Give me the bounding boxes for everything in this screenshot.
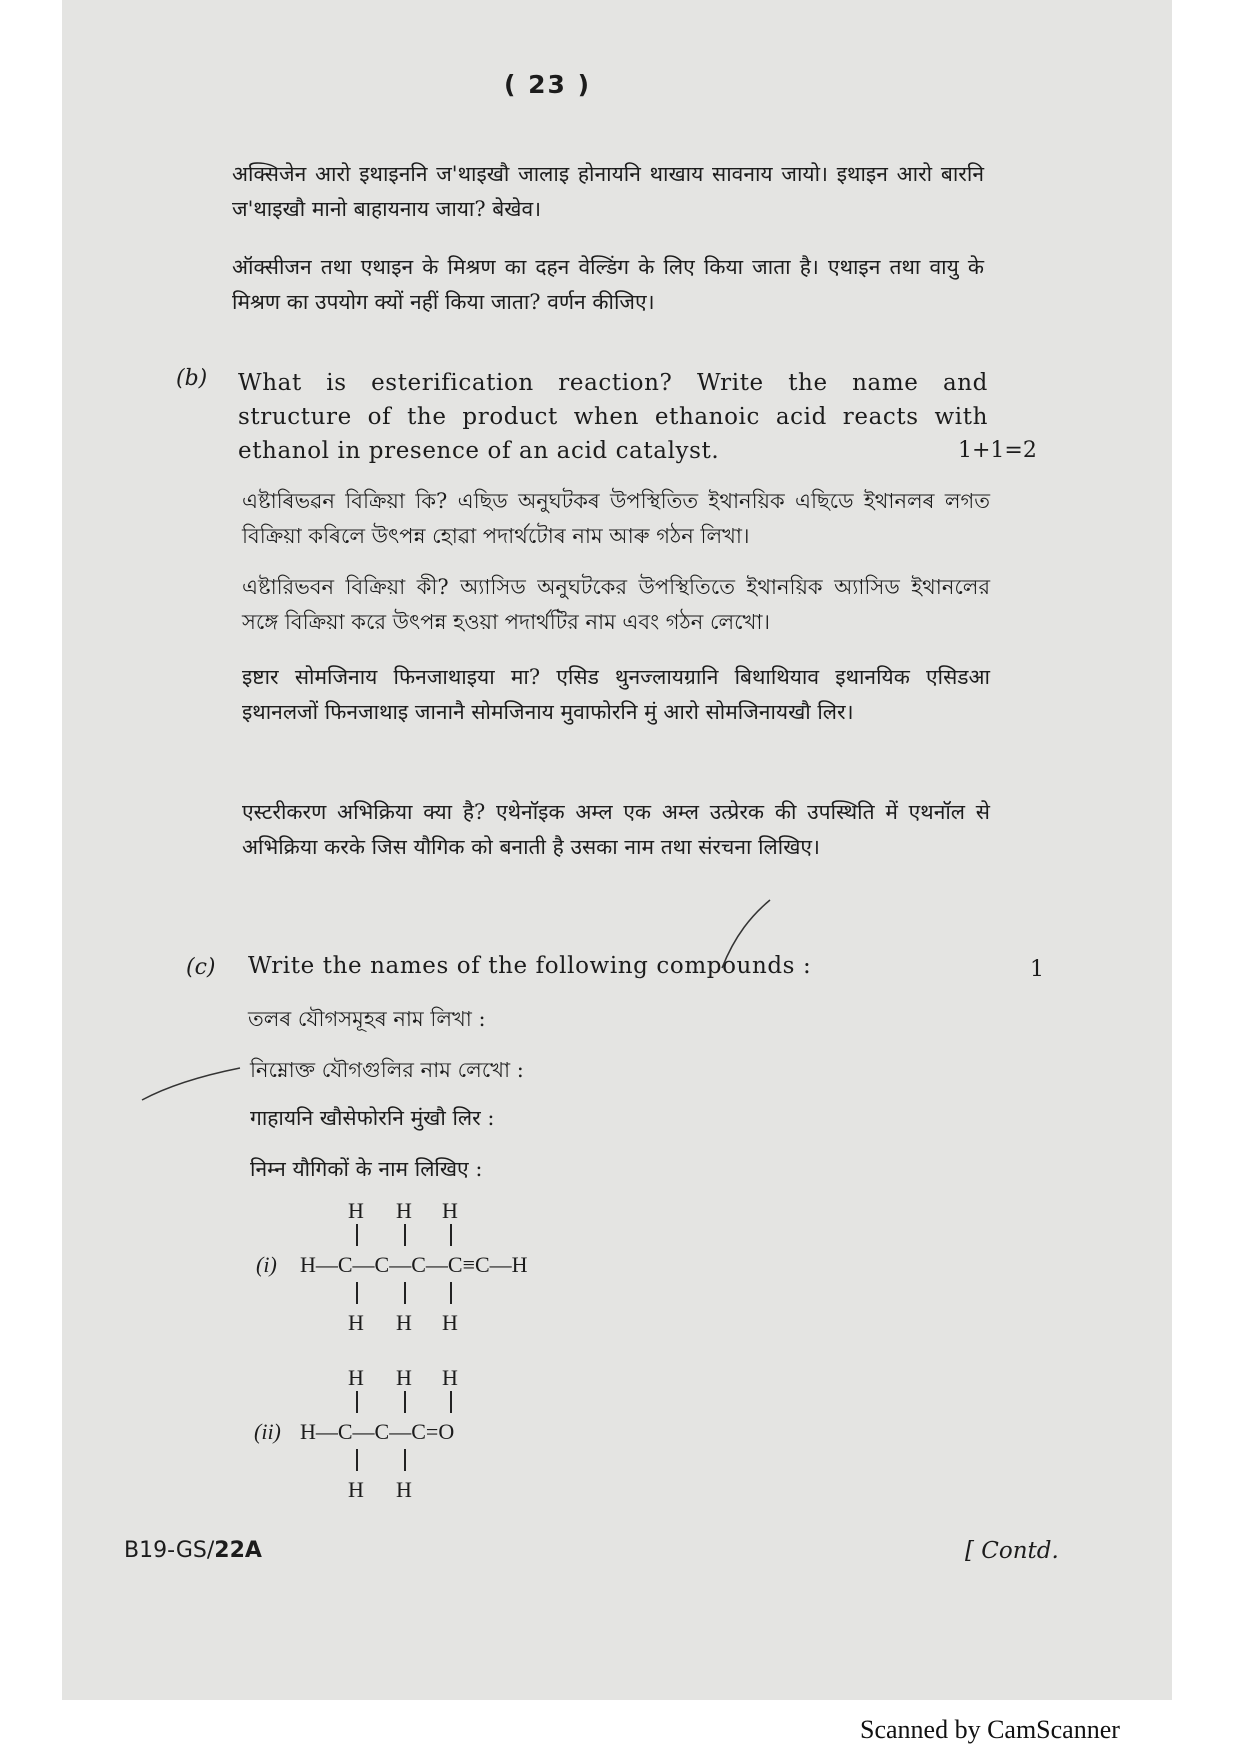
contd-note: [ Contd. [965,1538,1059,1564]
atom-h: H [348,1365,364,1390]
atom-h: H [442,1310,458,1335]
atom-h: H [442,1198,458,1223]
atom-h: H [348,1477,364,1502]
compound-i-label: (i) [256,1252,277,1277]
atom-h: H [442,1365,458,1390]
question-c-assamese: তলৰ যৌগসমূহৰ নাম লিখা : [248,1007,486,1031]
question-b-label: (b) [176,366,208,391]
atom-h: H [348,1198,364,1223]
question-b-assamese: এষ্টাৰিভৱন বিক্ৰিয়া কি? এছিড অনুঘটকৰ উপস্থিতিত ইথানয়িক এছিডে ইথানলৰ লগত বিক্ৰিয়া কৰিলে উৎপন্ন হোৱা পদাৰ্থটোৰ নাম আৰু গঠন লিখা। [242,489,990,548]
atom-h: H [396,1477,412,1502]
question-c-marks: 1 [1030,957,1044,982]
question-b-bodo: इष्टार सोमजिनाय फिनजाथाइया मा? एसिड थुनज्लायग्रानि बिथाथियाव इथानयिक एसिडआ इथानलजों फिनजाथाइ जानानै सोमजिनाय मुवाफोरनि मुं आरो सोमजिनायखौ लिर। [242,665,990,724]
paper-code: B19-GS/22A [124,1538,262,1563]
compound-ii-label: (ii) [254,1419,281,1444]
atom-h: H [396,1365,412,1390]
question-b-english: What is esterification reaction? Write the name and structure of the product when ethanoic acid reacts with ethanol in presence of an acid catalyst. [238,370,988,464]
question-c-english: Write the names of the following compounds : [248,953,812,979]
question-c-bengali: নিম্নোক্ত যৌগগুলির নাম লেখো : [250,1058,524,1082]
question-c-hindi: निम्न यौगिकों के नाम लिखिए : [250,1157,483,1181]
page-number: ( 23 ) [504,70,592,99]
atom-h: H [396,1198,412,1223]
camscanner-watermark: Scanned by CamScanner [860,1715,1120,1744]
intro-bodo: अक्सिजेन आरो इथाइननि ज'थाइखौ जालाइ होनायनि थाखाय सावनाय जायो। इथाइन आरो बारनि ज'थाइखौ मानो बाहायनाय जाया? बेखेव। [232,162,984,221]
compound-ii-chain: H—C—C—C=O [300,1419,455,1444]
atom-h: H [396,1310,412,1335]
question-c-label: (c) [186,955,216,980]
question-b-bengali: এষ্টারিভবন বিক্রিয়া কী? অ্যাসিড অনুঘটকের উপস্থিতিতে ইথানয়িক অ্যাসিড ইথানলের সঙ্গে বিক্রিয়া করে উৎপন্ন হওয়া পদার্থটির নাম এবং গঠন লেখো। [242,575,990,634]
compound-i-chain: H—C—C—C—C≡C—H [300,1252,528,1277]
question-b-hindi: एस्टरीकरण अभिक्रिया क्या है? एथेनॉइक अम्ल एक अम्ल उत्प्रेरक की उपस्थिति में एथनॉल से अभिक्रिया करके जिस यौगिक को बनाती है उसका नाम तथा संरचना लिखिए। [242,800,990,859]
intro-hindi: ऑक्सीजन तथा एथाइन के मिश्रण का दहन वेल्डिंग के लिए किया जाता है। एथाइन तथा वायु के मिश्रण का उपयोग क्यों नहीं किया जाता? वर्णन कीजिए। [232,255,984,314]
question-c-bodo: गाहायनि खौसेफोरनि मुंखौ लिर : [250,1106,495,1130]
atom-h: H [348,1310,364,1335]
question-b-marks: 1+1=2 [958,438,1037,463]
